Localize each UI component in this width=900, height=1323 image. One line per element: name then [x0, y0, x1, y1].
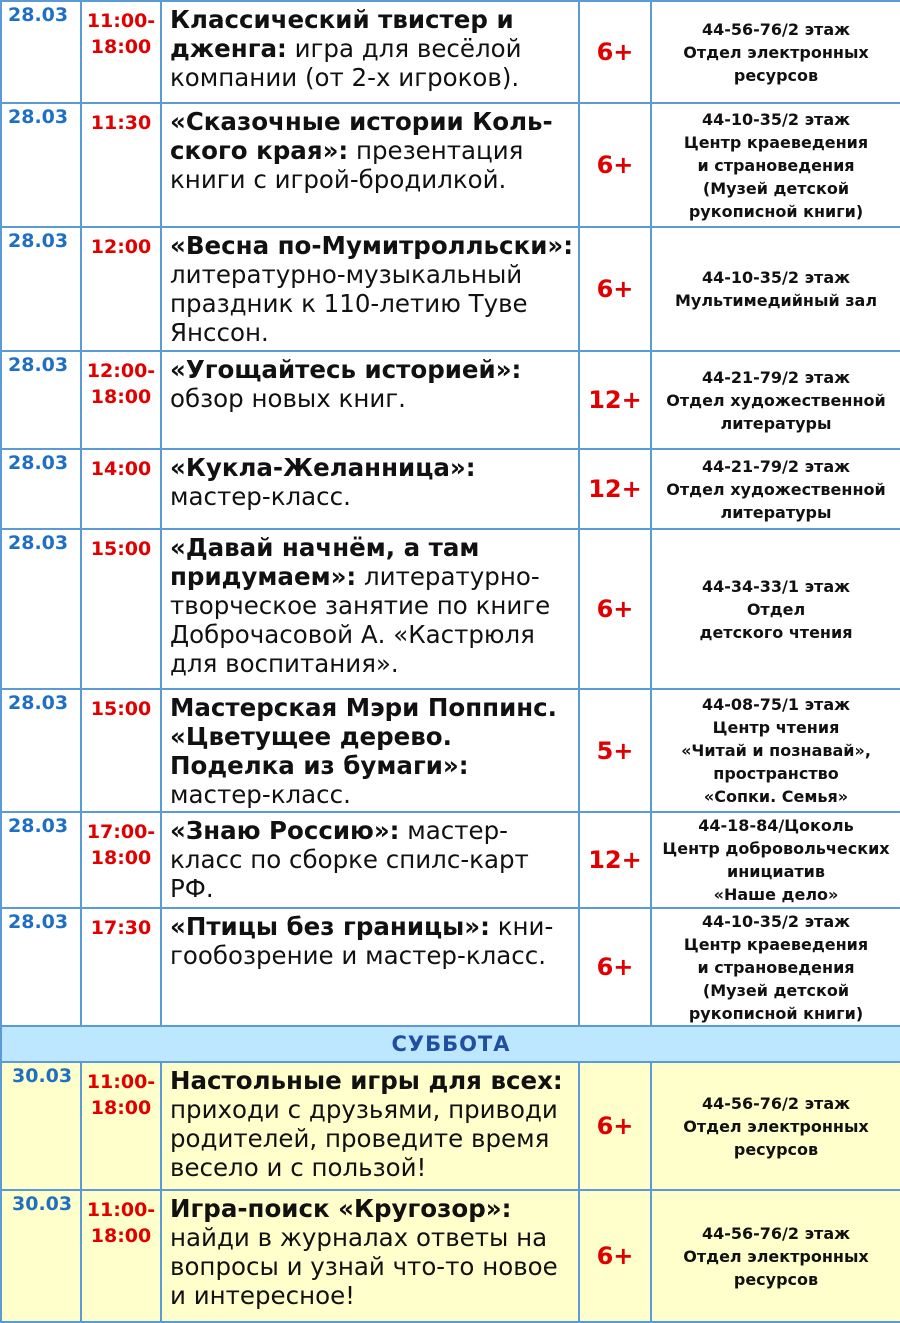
event-location-line: и страноведения	[697, 957, 855, 977]
event-location-line: детского чтения	[699, 622, 853, 642]
event-time	[81, 103, 161, 227]
event-row	[1, 689, 900, 812]
event-time-line: 15:00	[90, 538, 152, 560]
event-title	[161, 227, 579, 351]
event-time-line: 18:00	[90, 1225, 152, 1247]
event-location-line: «Наше дело»	[713, 885, 839, 904]
age-rating: 12+	[579, 449, 651, 529]
event-location-line: 44-56-76/2 этаж	[701, 19, 851, 39]
event-location-line: пространство	[713, 764, 839, 783]
event-time-line: 18:00	[90, 847, 152, 869]
event-row	[1, 1062, 900, 1190]
event-location	[651, 689, 900, 812]
event-date: 30.03	[1, 1190, 81, 1322]
event-time	[81, 529, 161, 689]
event-location-line: 44-56-76/2 этаж	[701, 1223, 851, 1243]
event-location	[651, 1062, 900, 1190]
event-title-name: «Давай начнём, а там придумаем»:	[170, 533, 480, 591]
event-date: 28.03	[1, 103, 81, 227]
event-location-line: Отдел художественной	[666, 479, 886, 499]
event-time-line: 18:00	[90, 1097, 152, 1119]
event-location-line: Центр краеведения	[683, 934, 869, 954]
event-time-line: 18:00	[90, 386, 152, 408]
event-location	[651, 529, 900, 689]
event-row	[1, 529, 900, 689]
event-title-description: литературно-музыкальный праздник к 110-летию Туве Янссон.	[170, 260, 528, 347]
age-rating: 5+	[579, 689, 651, 812]
event-time-line: 11:00-	[86, 1071, 156, 1093]
event-title-name: Игра-поиск «Кругозор»:	[170, 1194, 512, 1223]
event-location-line: (Музей детской	[702, 980, 850, 1000]
event-row	[1, 1190, 900, 1322]
event-title-name: «Кукла-Желанница»:	[170, 453, 476, 482]
event-title	[161, 812, 579, 908]
event-title-description: обзор новых книг.	[170, 384, 406, 413]
event-date: 28.03	[1, 1, 81, 103]
event-location	[651, 103, 900, 227]
event-time	[81, 1190, 161, 1322]
event-title	[161, 449, 579, 529]
event-row	[1, 351, 900, 449]
event-row	[1, 227, 900, 351]
event-title	[161, 1, 579, 103]
age-rating: 12+	[579, 351, 651, 449]
age-rating: 6+	[579, 1190, 651, 1322]
age-rating: 6+	[579, 227, 651, 351]
section-header-saturday: СУББОТА	[1, 1026, 900, 1062]
event-location	[651, 449, 900, 529]
event-title	[161, 1062, 579, 1190]
event-date: 28.03	[1, 812, 81, 908]
event-title-description: презентация книги с игрой-бродилкой.	[170, 136, 524, 194]
event-location-line: литературы	[720, 413, 832, 433]
event-title-name: «Знаю Россию»:	[170, 816, 400, 845]
event-title-description: найди в журналах ответы на вопросы и узнай что-то новое и интересное!	[170, 1223, 558, 1310]
event-location-line: инициатив	[727, 862, 825, 881]
event-location-line: 44-08-75/1 этаж	[701, 695, 851, 714]
event-row	[1, 812, 900, 908]
event-location-line: 44-21-79/2 этаж	[701, 367, 851, 387]
event-date: 28.03	[1, 908, 81, 1026]
event-location-line: литературы	[720, 502, 832, 522]
event-title-description: мастер-класс по сборке спилс-карт РФ.	[170, 816, 529, 903]
event-time-line: 15:00	[90, 698, 152, 720]
event-location-line: Центр чтения	[712, 718, 840, 737]
event-title-name: «Угощайтесь историей»:	[170, 355, 522, 384]
age-rating: 6+	[579, 908, 651, 1026]
event-location-line: 44-10-35/2 этаж	[701, 911, 851, 931]
event-time-line: 11:00-	[86, 10, 156, 32]
event-date: 28.03	[1, 689, 81, 812]
event-location-line: Отдел	[746, 599, 806, 619]
event-location-line: (Музей детской	[702, 178, 850, 198]
event-location	[651, 908, 900, 1026]
event-title	[161, 908, 579, 1026]
event-location-line: ресурсов	[733, 1269, 819, 1289]
event-location-line: «Читай и познавай»,	[681, 741, 871, 760]
event-row	[1, 908, 900, 1026]
event-location-line: Мультимедийный зал	[674, 291, 878, 310]
event-location-line: «Сопки. Семья»	[703, 787, 849, 806]
event-row	[1, 1, 900, 103]
event-time	[81, 227, 161, 351]
event-location	[651, 351, 900, 449]
event-time	[81, 1062, 161, 1190]
event-title-name: «Сказочные истории Кольского края»:	[170, 107, 553, 165]
event-title-description: мастер-класс.	[170, 780, 351, 809]
event-title-description: литературно-творческое занятие по книге Доброчасовой А. «Кастрюля для воспитания».	[170, 562, 551, 678]
event-title	[161, 103, 579, 227]
event-row	[1, 449, 900, 529]
event-time	[81, 351, 161, 449]
event-location-line: рукописной книги)	[688, 1003, 864, 1023]
event-title-description: игра для весёлой компании (от 2-х игроков).	[170, 34, 522, 92]
event-row	[1, 103, 900, 227]
event-date: 28.03	[1, 529, 81, 689]
age-rating: 6+	[579, 529, 651, 689]
event-location-line: ресурсов	[733, 65, 819, 85]
event-location-line: 44-56-76/2 этаж	[701, 1093, 851, 1113]
event-location	[651, 1190, 900, 1322]
event-location-line: 44-10-35/2 этаж	[701, 109, 851, 129]
age-rating: 6+	[579, 1062, 651, 1190]
event-title	[161, 689, 579, 812]
event-time-line: 17:00-	[86, 821, 156, 843]
event-location-line: Центр краеведения	[683, 132, 869, 152]
schedule-body	[1, 1, 900, 1322]
event-time-line: 12:00-	[86, 360, 156, 382]
event-date: 30.03	[1, 1062, 81, 1190]
event-time-line: 17:30	[90, 917, 152, 939]
event-title-name: «Весна по-Мумитролльски»:	[170, 231, 573, 260]
age-rating: 6+	[579, 1, 651, 103]
event-location-line: Отдел художественной	[666, 390, 886, 410]
event-time	[81, 908, 161, 1026]
event-title-name: «Птицы без границы»:	[170, 912, 490, 941]
event-time-line: 14:00	[90, 458, 152, 480]
event-location-line: Отдел электронных	[683, 1116, 869, 1136]
event-location-line: 44-10-35/2 этаж	[701, 268, 851, 287]
event-time-line: 12:00	[90, 236, 152, 258]
event-time-line: 11:30	[90, 112, 152, 134]
event-location-line: 44-34-33/1 этаж	[701, 576, 851, 596]
event-location-line: и страноведения	[697, 155, 855, 175]
event-time-line: 18:00	[90, 36, 152, 58]
age-rating: 12+	[579, 812, 651, 908]
event-title-name: Классический твистер и дженга:	[170, 5, 514, 63]
event-time	[81, 449, 161, 529]
event-location-line: рукописной книги)	[688, 201, 864, 221]
event-time	[81, 689, 161, 812]
event-title-name: Настольные игры для всех:	[170, 1066, 563, 1095]
event-title	[161, 351, 579, 449]
event-title	[161, 1190, 579, 1322]
event-title-description: книгообозрение и мастер-класс.	[170, 912, 554, 970]
event-location-line: Центр добровольческих	[662, 839, 890, 858]
event-location-line: Отдел электронных	[683, 1246, 869, 1266]
event-location-line: 44-18-84/Цоколь	[698, 816, 854, 835]
event-title-description: приходи с друзьями, приводи родителей, проведите время весело и с пользой!	[170, 1095, 558, 1182]
event-time	[81, 812, 161, 908]
section-header-row	[1, 1026, 900, 1062]
event-title	[161, 529, 579, 689]
event-title-name: Мастерская Мэри Поппинс. «Цветущее дерево. Поделка из бумаги»:	[170, 693, 557, 780]
event-date: 28.03	[1, 227, 81, 351]
event-time-line: 11:00-	[86, 1199, 156, 1221]
event-time	[81, 1, 161, 103]
event-date: 28.03	[1, 449, 81, 529]
event-location-line: Отдел электронных	[683, 42, 869, 62]
event-location-line: 44-21-79/2 этаж	[701, 456, 851, 476]
event-location	[651, 812, 900, 908]
event-date: 28.03	[1, 351, 81, 449]
event-location	[651, 227, 900, 351]
event-location	[651, 1, 900, 103]
event-location-line: ресурсов	[733, 1139, 819, 1159]
event-title-description: мастер-класс.	[170, 482, 351, 511]
age-rating: 6+	[579, 103, 651, 227]
